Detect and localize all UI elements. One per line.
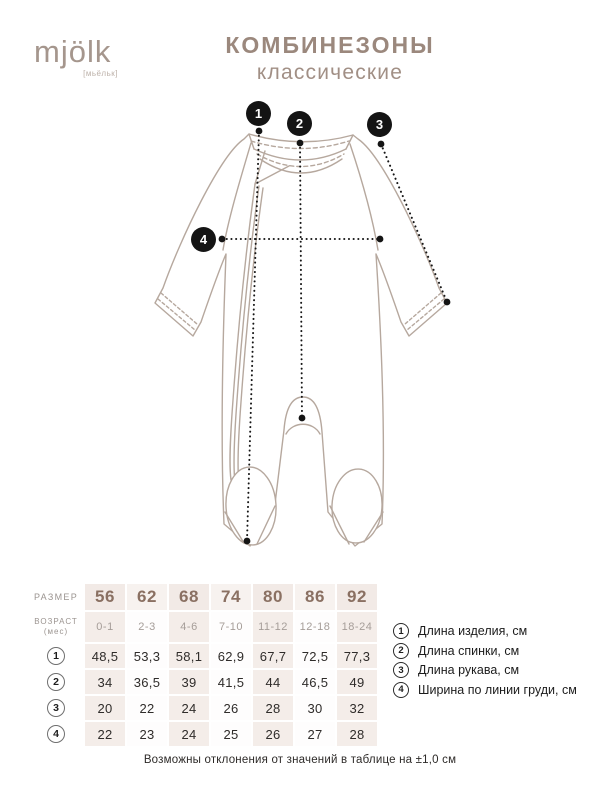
age-row-label: ВОЗРАСТ (мес) [34, 617, 78, 636]
page-title: КОМБИНЕЗОНЫ [225, 32, 435, 58]
age-value: 12-18 [295, 612, 335, 642]
table-cell: 28 [337, 722, 377, 746]
table-cell: 23 [127, 722, 167, 746]
table-cell: 28 [253, 696, 293, 720]
table-cell: 24 [169, 722, 209, 746]
table-cell: 30 [295, 696, 335, 720]
table-cell: 25 [211, 722, 251, 746]
brand-transcription: [мьёльк] [83, 69, 118, 78]
table-cell: 22 [127, 696, 167, 720]
row-marker-1: 1 [29, 644, 83, 668]
legend-marker-3: 3 [393, 662, 409, 678]
size-value: 62 [127, 584, 167, 610]
table-cell: 24 [169, 696, 209, 720]
row-marker-4: 4 [29, 722, 83, 746]
table-cell: 26 [253, 722, 293, 746]
legend-marker-4: 4 [393, 682, 409, 698]
legend-marker-1: 1 [393, 623, 409, 639]
table-cell: 32 [337, 696, 377, 720]
age-value: 4-6 [169, 612, 209, 642]
legend-label: Длина изделия, см [418, 624, 528, 638]
page-header [120, 32, 540, 85]
table-cell: 44 [253, 670, 293, 694]
size-value: 56 [85, 584, 125, 610]
brand-logo: mjölk [34, 34, 112, 69]
table-cell: 46,5 [295, 670, 335, 694]
table-cell: 49 [337, 670, 377, 694]
row-marker-3: 3 [29, 696, 83, 720]
age-value: 11-12 [253, 612, 293, 642]
measurement-lines [222, 131, 447, 541]
table-cell: 36,5 [127, 670, 167, 694]
legend-item [393, 682, 577, 698]
table-cell: 72,5 [295, 644, 335, 668]
table-cell: 48,5 [85, 644, 125, 668]
size-value: 92 [337, 584, 377, 610]
table-cell: 20 [85, 696, 125, 720]
legend-label: Длина рукава, см [418, 663, 520, 677]
row-marker-2: 2 [29, 670, 83, 694]
measure-line-2 [300, 143, 302, 418]
measure-line-3 [381, 144, 447, 302]
page-subtitle: классические [256, 61, 404, 84]
age-value: 0-1 [85, 612, 125, 642]
table-cell: 62,9 [211, 644, 251, 668]
measure-marker-4: 4 [191, 227, 216, 252]
legend-item [393, 623, 577, 639]
legend-label: Ширина по линии груди, см [418, 682, 577, 697]
table-cell: 77,3 [337, 644, 377, 668]
size-table [29, 584, 377, 746]
table-cell: 26 [211, 696, 251, 720]
size-value: 74 [211, 584, 251, 610]
left-foot [224, 466, 278, 547]
age-value: 7-10 [211, 612, 251, 642]
legend-item [393, 643, 577, 659]
romper-outline [155, 134, 447, 546]
measurement-legend [393, 623, 577, 701]
right-foot [330, 468, 384, 545]
table-cell: 58,1 [169, 644, 209, 668]
size-value: 80 [253, 584, 293, 610]
tolerance-note: Возможны отклонения от значений в таблице на ±1,0 см [143, 754, 457, 766]
table-cell: 34 [85, 670, 125, 694]
measure-marker-2: 2 [287, 111, 312, 136]
size-row-label: РАЗМЕР [33, 592, 79, 602]
legend-label: Длина спинки, см [418, 643, 520, 658]
measure-marker-3: 3 [367, 112, 392, 137]
size-value: 68 [169, 584, 209, 610]
age-value: 18-24 [337, 612, 377, 642]
table-cell: 41,5 [211, 670, 251, 694]
table-cell: 22 [85, 722, 125, 746]
measure-line-1 [247, 131, 259, 541]
table-cell: 67,7 [253, 644, 293, 668]
measurement-endpoints [219, 128, 451, 545]
measure-marker-1: 1 [246, 101, 271, 126]
legend-marker-2: 2 [393, 643, 409, 659]
table-cell: 53,3 [127, 644, 167, 668]
age-value: 2-3 [127, 612, 167, 642]
table-cell: 39 [169, 670, 209, 694]
size-value: 86 [295, 584, 335, 610]
legend-item [393, 662, 577, 678]
table-cell: 27 [295, 722, 335, 746]
